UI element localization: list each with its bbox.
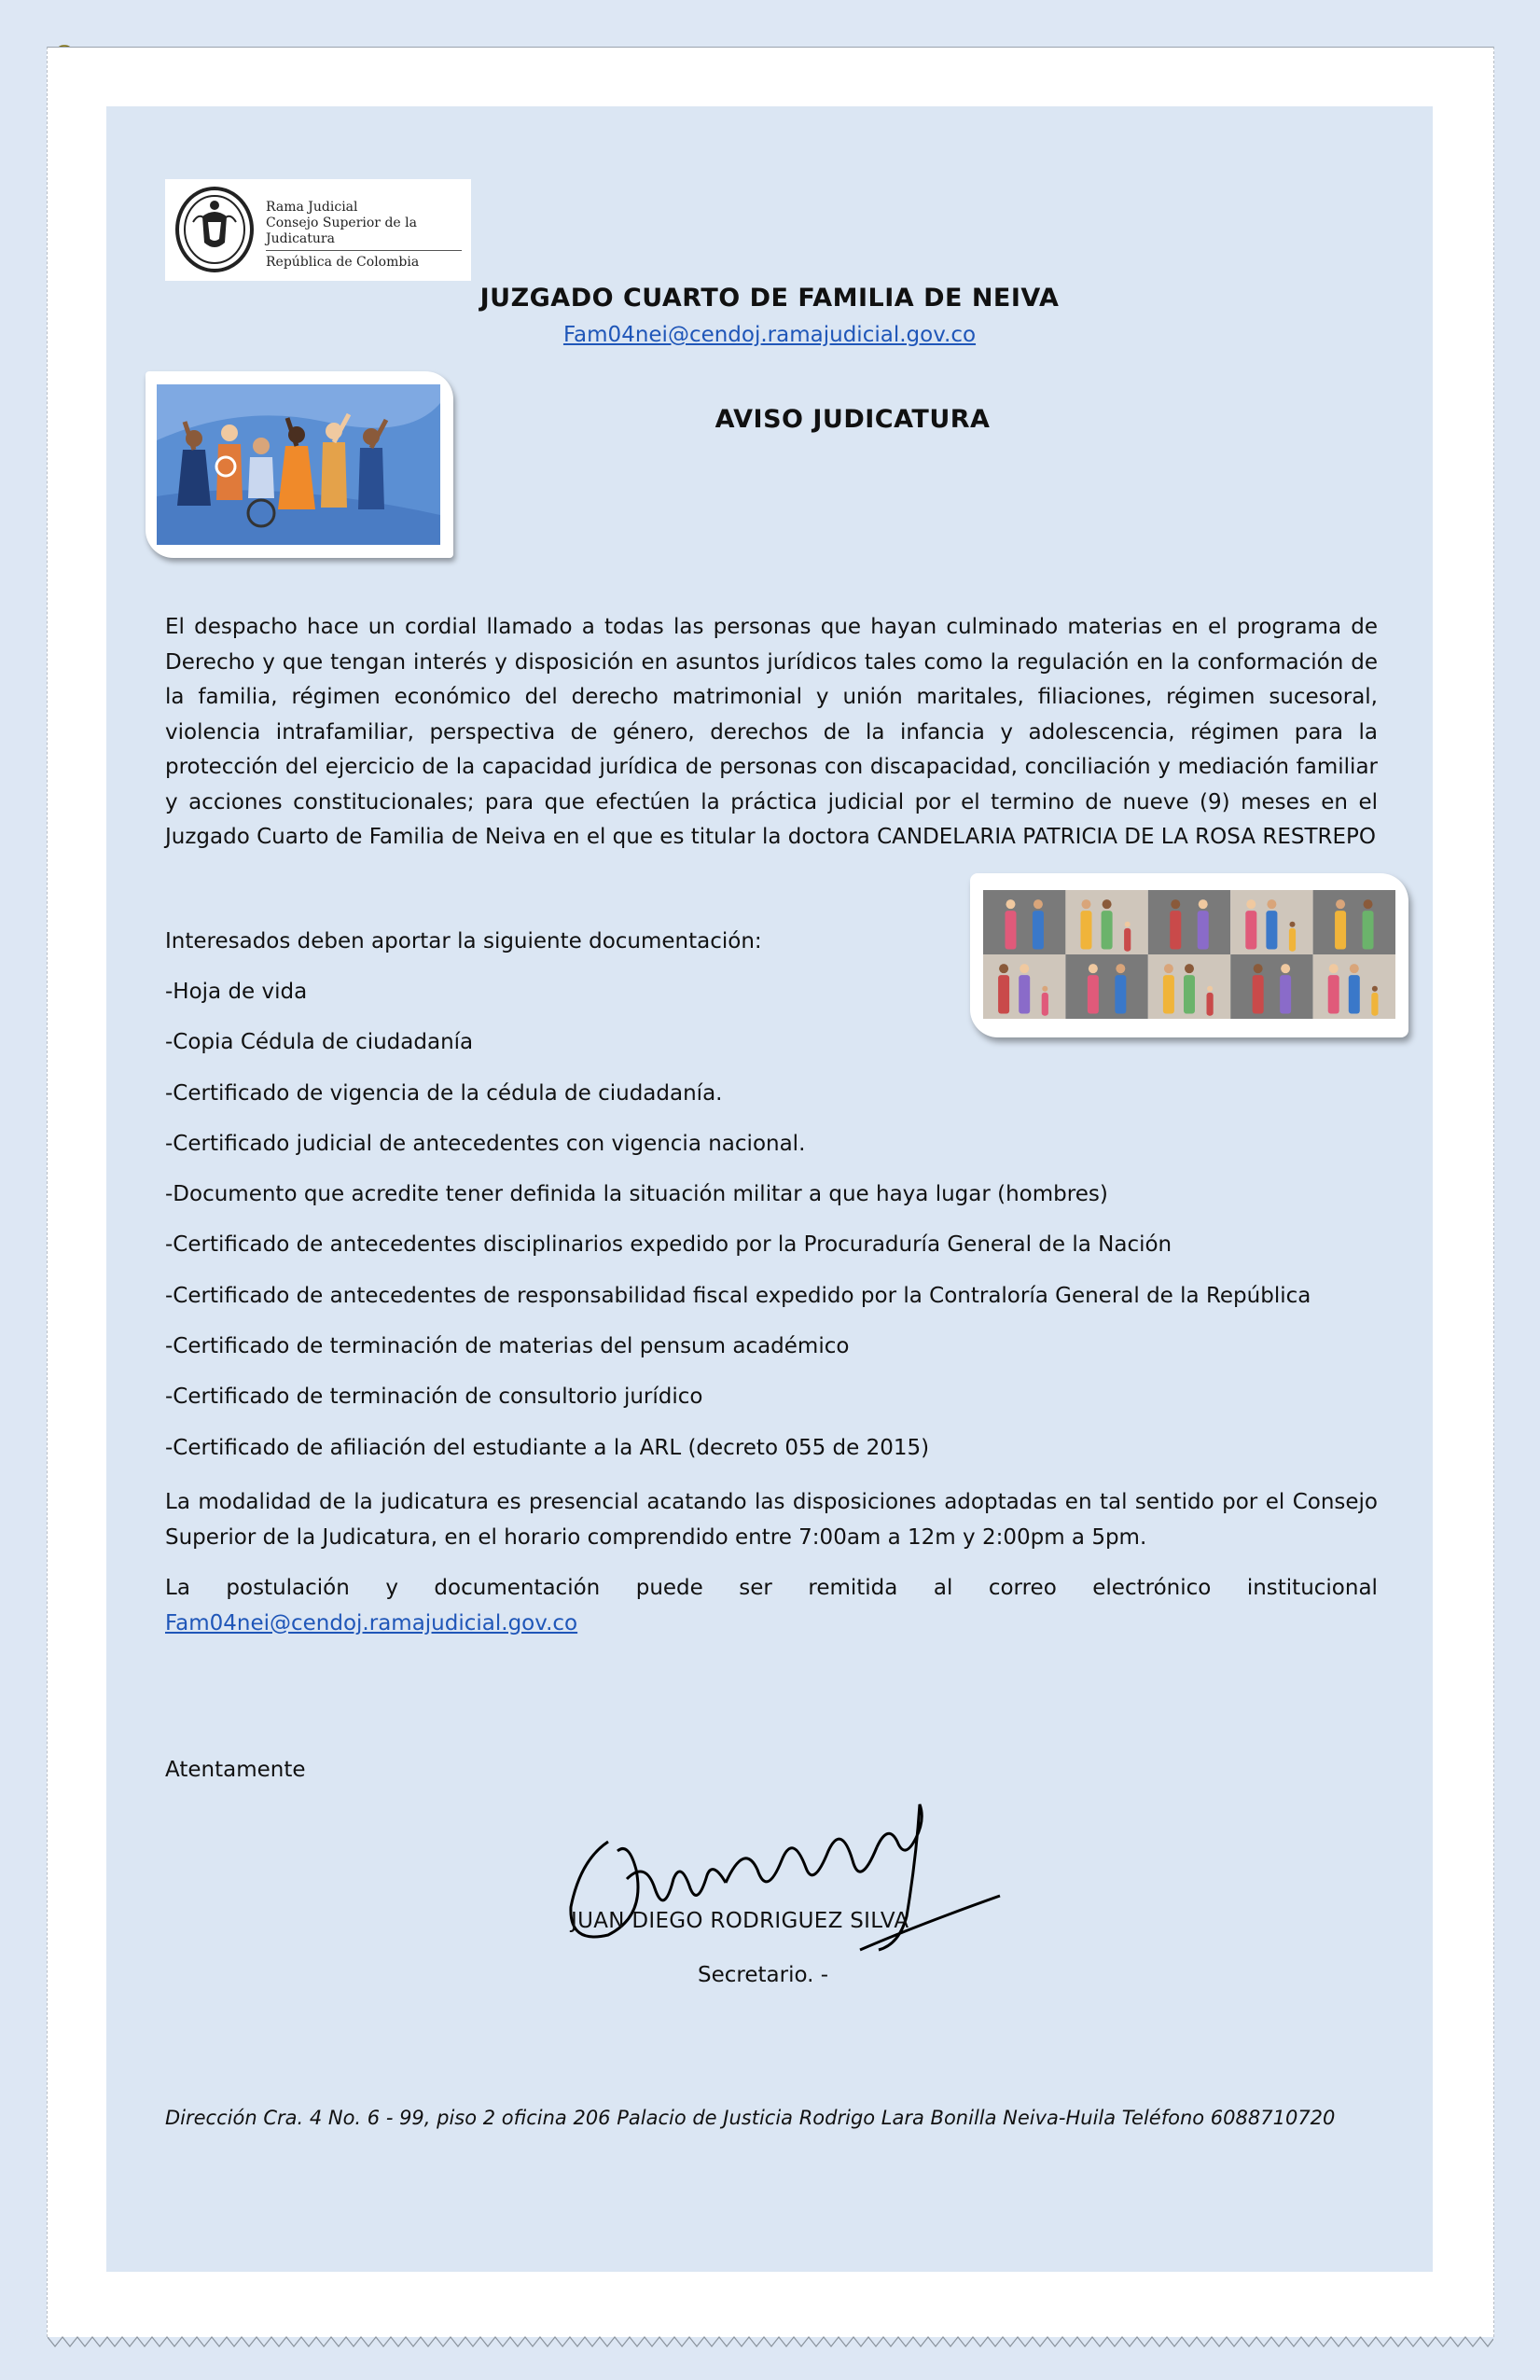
- family-figure-head: [1329, 964, 1339, 973]
- family-figure-head: [1125, 922, 1131, 927]
- submission-word: postulación: [226, 1576, 350, 1600]
- requirement-item: -Certificado de antecedentes de responsabilidad fiscal expedido por la Contraloría General de la República: [165, 1283, 1311, 1308]
- family-figure-head: [1006, 899, 1015, 909]
- handwritten-signature: [562, 1786, 1009, 1972]
- family-figure-head: [1034, 899, 1043, 909]
- family-figure-body: [1005, 911, 1016, 949]
- family-figure-head: [1254, 964, 1263, 973]
- requirement-item: -Certificado de terminación de materias del pensum académico: [165, 1334, 850, 1359]
- submission-word: electrónico: [1092, 1576, 1212, 1600]
- family-figure-head: [1103, 899, 1112, 909]
- family-figure-body: [1349, 975, 1360, 1013]
- logo-line-2: Consejo Superior de la Judicatura: [266, 216, 417, 246]
- family-figure-body: [1033, 911, 1044, 949]
- family-figure-head: [999, 964, 1008, 973]
- intro-paragraph: El despacho hace un cordial llamado a todas las personas que hayan culminado materias en el programa de Derecho y que tengan interés y disposición en asuntos jurídicos tales como la regulación en la conformación de la familia, régimen económico del derecho matrimonial y unión maritales, filiaciones, régimen sucesoral, violencia intrafamiliar, perspectiva de género, derechos de la infancia y adolescencia, régimen para la protección del ejercicio de la capacidad jurídica de personas con discapacidad, conciliación y mediación familiar y acciones constitucionales; para que efectúen la práctica judicial por el termino de nueve (9) meses en el Juzgado Cuarto de Familia de Neiva en el que es titular la doctora CANDELARIA PATRICIA DE LA ROSA RESTREPO: [165, 615, 1378, 849]
- family-figure-body: [1198, 911, 1209, 949]
- family-figure-body: [1081, 911, 1092, 949]
- signer-role: Secretario. -: [698, 1963, 829, 1987]
- family-figure-body: [1335, 911, 1346, 949]
- requirement-item: -Certificado de terminación de consultorio jurídico: [165, 1385, 703, 1410]
- footer-address: Dirección Cra. 4 No. 6 - 99, piso 2 oficina 206 Palacio de Justicia Rodrigo Lara Bonilla Neiva-Huila Teléfono 6088710720: [165, 2107, 1336, 2129]
- court-email-link[interactable]: Fam04nei@cendoj.ramajudicial.gov.co: [562, 323, 977, 347]
- requirements-intro: Interesados deben aportar la siguiente documentación:: [165, 929, 762, 953]
- family-figure-body: [1245, 911, 1256, 949]
- logo-line-1: Rama Judicial: [266, 200, 358, 215]
- requirement-item: -Certificado de afiliación del estudiante a la ARL (decreto 055 de 2015): [165, 1435, 930, 1460]
- family-figure-head: [1364, 899, 1373, 909]
- submission-word: remitida: [808, 1576, 898, 1600]
- requirement-item: -Documento que acredite tener definida la situación militar a que haya lugar (hombres): [165, 1182, 1108, 1207]
- family-grid-cell: [983, 890, 1065, 954]
- submission-word: puede: [635, 1576, 703, 1600]
- torn-edge: [48, 2335, 1493, 2348]
- requirement-item: -Hoja de vida: [165, 980, 308, 1004]
- family-figure-body: [1328, 975, 1339, 1013]
- coat-of-arms-seal: [174, 185, 255, 274]
- submission-word: y: [385, 1576, 398, 1600]
- family-figure-head: [1336, 899, 1345, 909]
- logo-rule: [266, 250, 462, 251]
- submission-word: al: [933, 1576, 953, 1600]
- family-figure-head: [1089, 964, 1098, 973]
- family-figure-head: [1290, 922, 1296, 927]
- closing-salutation: Atentamente: [165, 1758, 306, 1782]
- requirement-item: -Certificado de antecedentes disciplinarios expedido por la Procuraduría General de la Nación: [165, 1232, 1172, 1258]
- logo-line-3: República de Colombia: [266, 255, 420, 270]
- family-figure-body: [1289, 928, 1296, 952]
- submission-line: [165, 1571, 1378, 1607]
- family-figure-head: [1372, 986, 1378, 992]
- family-figure-head: [1185, 964, 1194, 973]
- requirement-item: -Certificado de vigencia de la cédula de ciudadanía.: [165, 1080, 723, 1106]
- family-figure-head: [1082, 899, 1091, 909]
- submission-word: institucional: [1246, 1576, 1378, 1600]
- family-figure-body: [1371, 993, 1378, 1016]
- requirement-item: -Copia Cédula de ciudadanía: [165, 1030, 474, 1055]
- requirement-item: -Certificado judicial de antecedentes con vigencia nacional.: [165, 1131, 806, 1156]
- family-grid-cell: [1313, 890, 1395, 954]
- family-figure-body: [1102, 911, 1113, 949]
- submission-word: La: [165, 1576, 190, 1600]
- notice-panel: [106, 106, 1433, 2272]
- submission-paragraph: [165, 1571, 1378, 1641]
- people-illustration-card: [146, 371, 453, 558]
- family-figure-head: [1281, 964, 1290, 973]
- family-figure-head: [1199, 899, 1208, 909]
- family-figure-head: [1267, 899, 1276, 909]
- judiciary-logo: [165, 179, 471, 281]
- submission-word: documentación: [434, 1576, 601, 1600]
- submission-word: ser: [739, 1576, 772, 1600]
- submission-email-link[interactable]: Fam04nei@cendoj.ramajudicial.gov.co: [165, 1610, 578, 1635]
- family-figure-body: [1124, 928, 1131, 952]
- modality-paragraph: La modalidad de la judicatura es presencial acatando las disposiciones adoptadas en tal sentido por el Consejo Superior de la Judicatura, en el horario comprendido entre 7:00am a 12m y 2:00pm a 5pm.: [165, 1490, 1378, 1550]
- family-figure-head: [1164, 964, 1173, 973]
- notice-title: AVISO JUDICATURA: [715, 405, 991, 434]
- family-figure-body: [1266, 911, 1277, 949]
- family-figure-body: [1363, 911, 1374, 949]
- court-name: JUZGADO CUARTO DE FAMILIA DE NEIVA: [479, 284, 1060, 313]
- family-grid-cell: [1148, 890, 1230, 954]
- family-figure-body: [1170, 911, 1181, 949]
- requirements-list: [165, 978, 1311, 1484]
- family-figure-head: [1116, 964, 1125, 973]
- signer-name: JUAN DIEGO RODRIGUEZ SILVA: [571, 1909, 909, 1933]
- submission-word: correo: [988, 1576, 1057, 1600]
- diverse-people-illustration: [157, 384, 440, 545]
- family-figure-head: [1020, 964, 1029, 973]
- family-figure-head: [1171, 899, 1180, 909]
- family-figure-head: [1350, 964, 1359, 973]
- family-figure-head: [1246, 899, 1256, 909]
